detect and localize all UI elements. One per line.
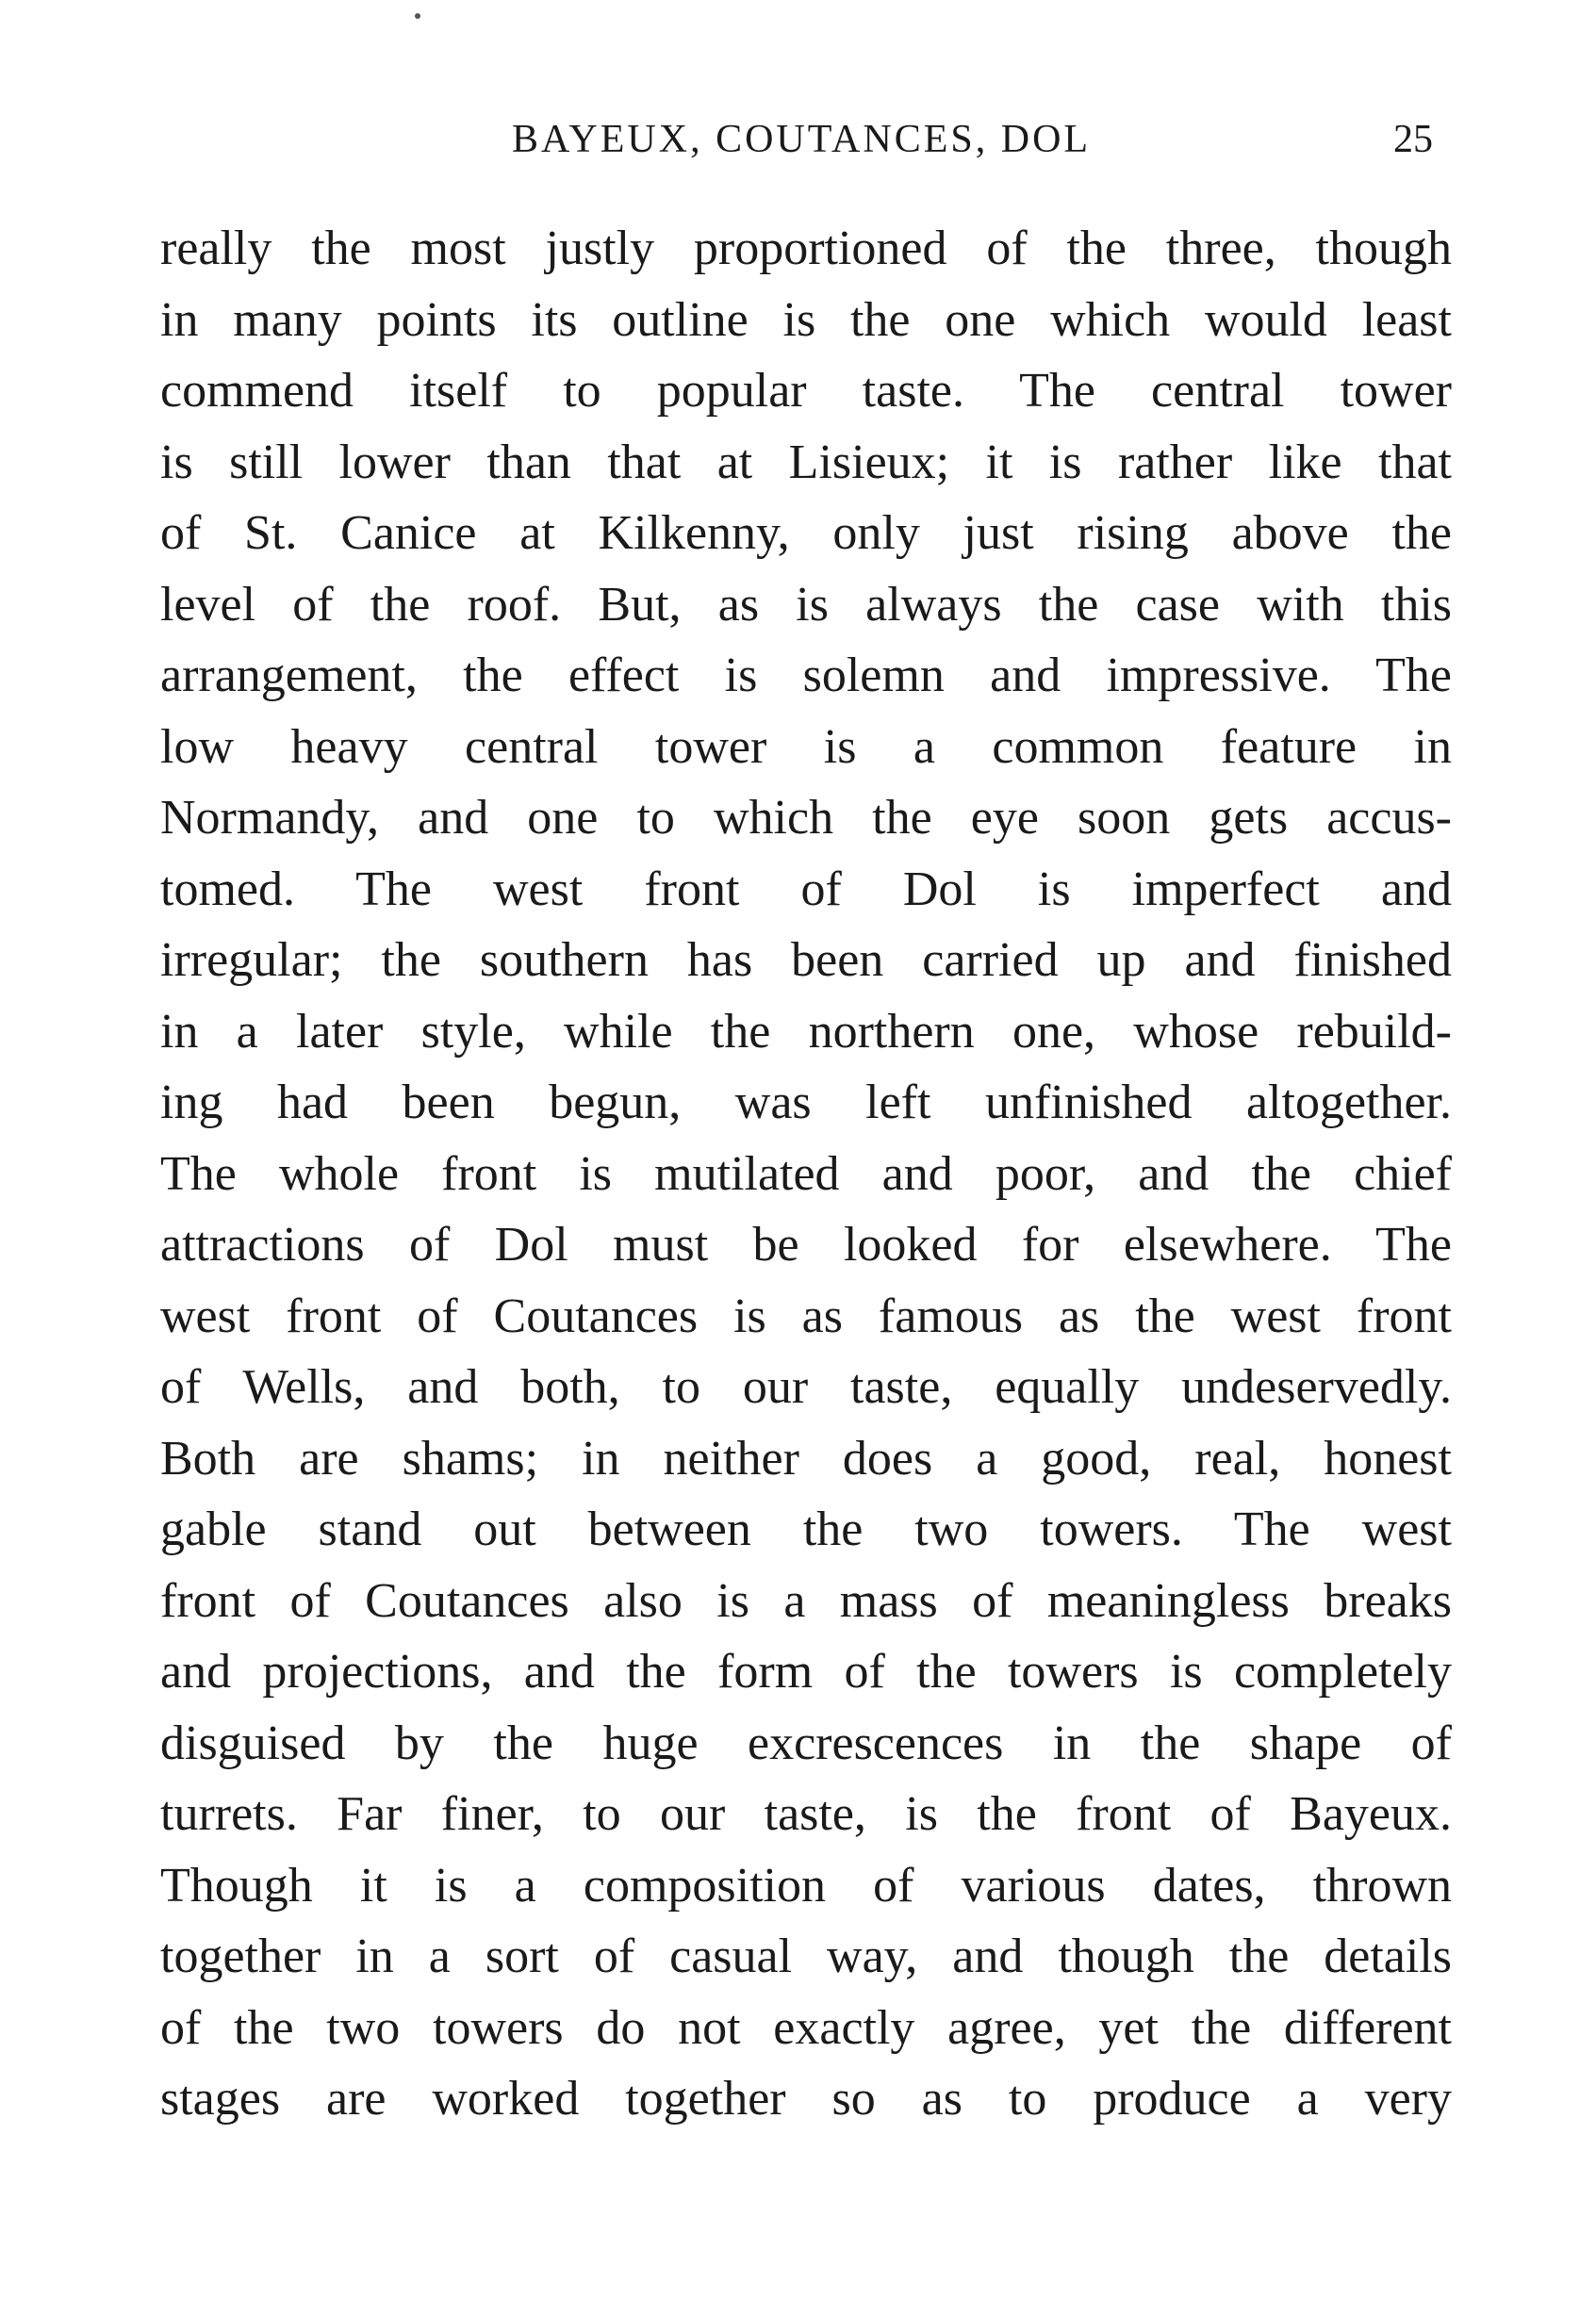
text-line: Though it is a composition of various dates, thrown (160, 1858, 1452, 1913)
text-line: level of the roof. But, as is always the case with this (160, 577, 1452, 632)
text-line: west front of Coutances is as famous as the west front (160, 1289, 1452, 1343)
text-line: stages are worked together so as to produce a very (160, 2072, 1452, 2126)
text-line: in a later style, while the northern one, whose rebuild- (160, 1004, 1452, 1059)
text-line: Normandy, and one to which the eye soon gets accus- (160, 791, 1452, 845)
text-line: together in a sort of casual way, and though the details (160, 1930, 1452, 1983)
page-number: 25 (1393, 118, 1433, 161)
text-line: of the two towers do not exactly agree, yet the different (160, 2000, 1452, 2055)
text-line: disguised by the huge excrescences in the shape of (160, 1716, 1452, 1770)
text-line: of St. Canice at Kilkenny, only just rising above the (160, 506, 1452, 560)
text-line: front of Coutances also is a mass of meaningless breaks (160, 1573, 1452, 1628)
text-line: low heavy central tower is a common feature in (160, 719, 1452, 774)
running-head (170, 111, 1433, 168)
body-text (160, 213, 1452, 2135)
text-line: tomed. The west front of Dol is imperfect and (160, 862, 1452, 916)
print-speck (415, 13, 420, 19)
text-line: irregular; the southern has been carried up and finished (160, 933, 1452, 987)
text-line: of Wells, and both, to our taste, equally undeservedly. (160, 1360, 1452, 1414)
text-line: Both are shams; in neither does a good, real, honest (160, 1431, 1452, 1486)
text-line: attractions of Dol must be looked for elsewhere. The (160, 1218, 1452, 1272)
text-line: really the most justly proportioned of the three, though (160, 222, 1452, 275)
text-line: in many points its outline is the one which would least (160, 292, 1452, 347)
text-line: and projections, and the form of the towers is completely (160, 1645, 1452, 1699)
text-line: ing had been begun, was left unfinished altogether. (160, 1076, 1452, 1129)
running-title: BAYEUX, COUTANCES, DOL (511, 118, 1092, 161)
text-line: is still lower than that at Lisieux; it is rather like that (160, 435, 1452, 489)
text-line: turrets. Far finer, to our taste, is the front of Bayeux. (160, 1787, 1452, 1841)
text-line: arrangement, the effect is solemn and impressive. The (160, 649, 1452, 702)
text-line: commend itself to popular taste. The central tower (160, 364, 1452, 418)
text-line: gable stand out between the two towers. The west (160, 1503, 1452, 1556)
text-line: The whole front is mutilated and poor, and the chief (160, 1146, 1452, 1201)
